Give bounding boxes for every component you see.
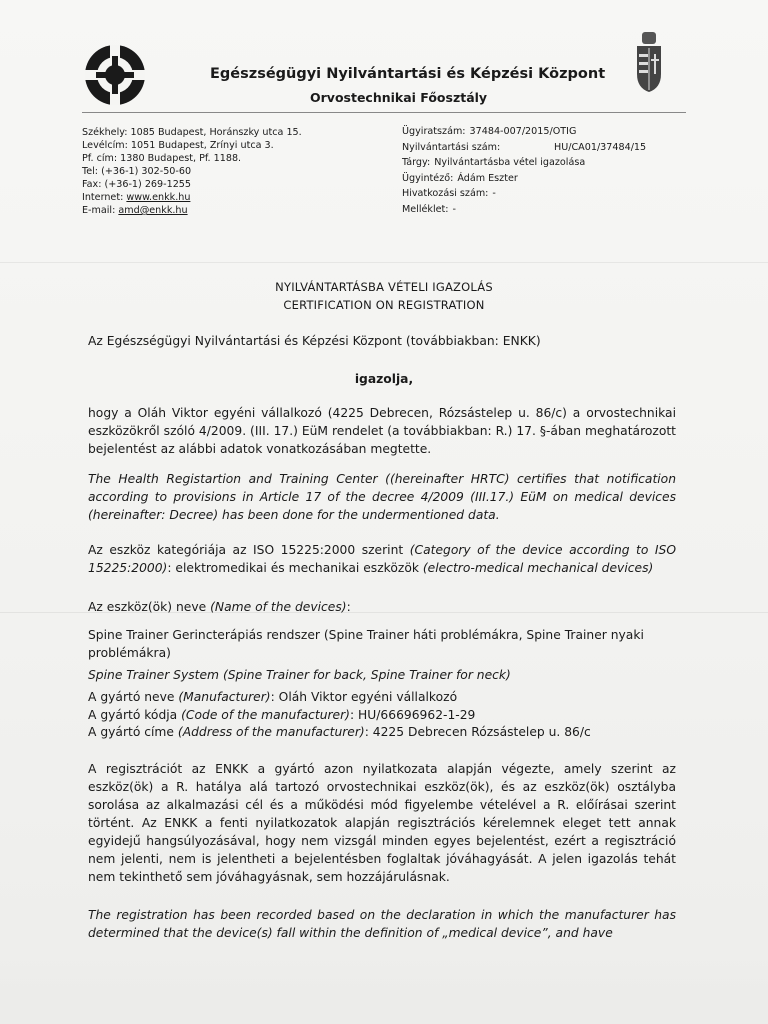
address-line: Székhely: 1085 Budapest, Horánszky utca 15. <box>82 127 302 138</box>
email-link[interactable]: amd@enkk.hu <box>118 205 188 216</box>
document-title-hu: NYILVÁNTARTÁSBA VÉTELI IGAZOLÁS <box>275 280 493 294</box>
device-name-hu: Spine Trainer Gerincterápiás rendszer (Spine Trainer háti problémákra, Spine Trainer nyaki problémákra) <box>88 628 644 660</box>
page-bottom-shadow <box>0 950 768 1024</box>
paper-fold-line <box>0 262 768 263</box>
organization-name: Egészségügyi Nyilvántartási és Képzési Központ <box>210 66 606 82</box>
registration-number-row: Nyilvántartási szám: HU/CA01/37484/15 <box>402 141 647 153</box>
attachment-row: Melléklet: - <box>402 203 456 215</box>
website-line: Internet: www.enkk.hu <box>82 192 191 203</box>
subject-row: Tárgy: Nyilvántartásba vétel igazolása <box>402 157 586 168</box>
reference-block <box>402 124 647 217</box>
reference-number-row: Hivatkozási szám: - <box>402 188 496 199</box>
paragraph-notification-en: The Health Registartion and Training Center ((hereinafter HRTC) certifies that notification according to provisions in Article 17 of the decree 4/2009 (III.17.) EüM on medical devices (hereinafter: Decree) has been done for the undermentioned data. <box>88 472 676 522</box>
paragraph-registration-en: The registration has been recorded based on the declaration in which the manufacturer has determined that the device(s) fall within the definition of „medical device”, and have <box>88 908 676 940</box>
device-name-en: Spine Trainer System (Spine Trainer for back, Spine Trainer for neck) <box>88 668 511 682</box>
fax-line: Fax: (+36-1) 269-1255 <box>82 179 192 190</box>
document-title-en: CERTIFICATION ON REGISTRATION <box>283 298 485 312</box>
issuer-statement: Az Egészségügyi Nyilvántartási és Képzési Központ (továbbiakban: ENKK) <box>88 334 541 348</box>
paragraph-notification-hu: hogy a Oláh Viktor egyéni vállalkozó (4225 Debrecen, Rózsástelep u. 86/c) a orvostechnikai eszközökről szóló 4/2009. (III. 17.) EüM rendelet (a továbbiakban: R.) 17. §-ában meghatározott bejelentést az alábbi adatok vonatkozásában megtette. <box>88 406 676 456</box>
manufacturer-block <box>88 689 676 742</box>
hungarian-coat-of-arms-icon <box>634 30 664 94</box>
paragraph-device-category: Az eszköz kategóriája az ISO 15225:2000 szerint (Category of the device according to ISO 15225:2000): elektromedikai és mechanikai eszközök (electro-medical mechanical devices) <box>88 543 676 575</box>
phone-line: Tel: (+36-1) 302-50-60 <box>82 166 192 177</box>
administrator-row: Ügyintéző: Ádám Eszter <box>402 172 518 184</box>
postal-address-line: Levélcím: 1051 Budapest, Zrínyi utca 3. <box>82 140 274 151</box>
paragraph-registration-hu: A regisztrációt az ENKK a gyártó azon nyilatkozata alapján végezte, amely szerint az eszköz(ök) a R. hatálya alá tartozó orvostechnikai eszköz(ök), és az eszköz(ök) osztályba sorolása az alkalmazási cél és a működési mód figyelembe vételével a R. előírásai szerint történt. Az ENKK a fenti nyilatkozatok alapján regisztrációs kérelemnek eleget tett annak egyidejű hangsúlyozásával, hogy nem vizsgál minden egyes bejelentést, ezért a regisztráció nem jelenti, nem is jelentheti a bejelentésben foglaltak jóváhagyását. A jelen igazolás tehát nem tekinthető sem jóváhagyásnak, sem hozzájárulásnak. <box>88 762 676 884</box>
manufacturer-name-row: A gyártó neve (Manufacturer): Oláh Viktor egyéni vállalkozó <box>88 690 458 704</box>
contact-block <box>82 126 302 217</box>
manufacturer-code-row: A gyártó kódja (Code of the manufacturer): HU/66696962-1-29 <box>88 707 476 722</box>
email-line: E-mail: amd@enkk.hu <box>82 205 188 216</box>
certifies-heading: igazolja, <box>354 372 414 386</box>
device-names-label: Az eszköz(ök) neve (Name of the devices): <box>88 600 351 614</box>
po-box-line: Pf. cím: 1380 Budapest, Pf. 1188. <box>82 153 242 164</box>
department-name: Orvostechnikai Főosztály <box>310 90 488 105</box>
header-divider <box>82 112 686 113</box>
enkk-logo-icon <box>82 42 148 108</box>
website-link[interactable]: www.enkk.hu <box>126 192 191 203</box>
manufacturer-address-row: A gyártó címe (Address of the manufacturer): 4225 Debrecen Rózsástelep u. 86/c <box>88 725 591 739</box>
file-number-row: Ügyiratszám: 37484-007/2015/OTIG <box>402 126 577 137</box>
